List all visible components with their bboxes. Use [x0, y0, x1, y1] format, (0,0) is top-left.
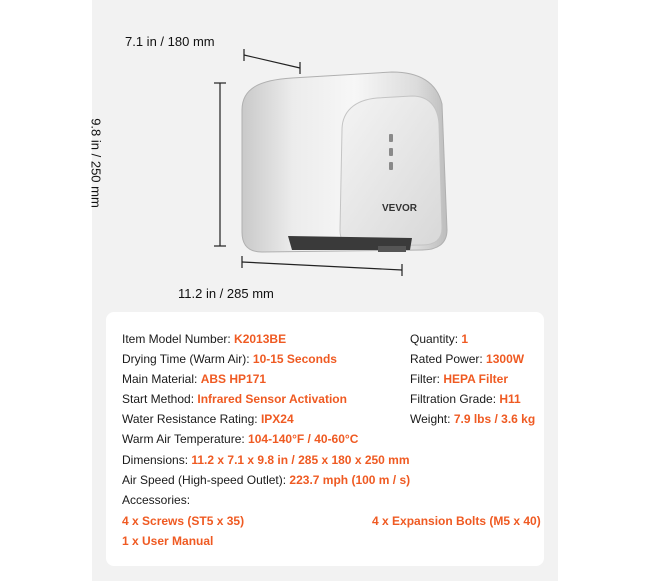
- spec-label: Accessories:: [122, 493, 191, 507]
- spec-value: ABS HP171: [200, 372, 267, 386]
- spec-card: [106, 312, 544, 566]
- spec-value: 10-15 Seconds: [252, 352, 337, 366]
- spec-label: Rated Power:: [410, 352, 487, 366]
- spec-value: H11: [499, 392, 521, 406]
- indicator-light-1: [389, 134, 393, 142]
- spec-label: Item Model Number:: [122, 332, 235, 346]
- spec-label: Filter:: [410, 372, 444, 386]
- spec-label: Quantity:: [410, 332, 462, 346]
- spec-row-filter: [410, 372, 508, 386]
- spec-row-model: [122, 332, 286, 346]
- spec-value: 11.2 x 7.1 x 9.8 in / 285 x 180 x 250 mm: [191, 453, 410, 467]
- spec-value: 7.9 lbs / 3.6 kg: [453, 412, 536, 426]
- spec-label: Warm Air Temperature:: [122, 432, 249, 446]
- spec-row-quantity: [410, 332, 468, 346]
- accessory-bolts: [372, 514, 541, 528]
- spec-label: Water Resistance Rating:: [122, 412, 261, 426]
- spec-row-water-resistance: [122, 412, 294, 426]
- accessory-manual-text: 1 x User Manual: [122, 534, 214, 548]
- spec-row-accessories: [122, 493, 190, 507]
- spec-label: Start Method:: [122, 392, 198, 406]
- outlet-grille: [378, 246, 406, 252]
- spec-row-rated-power: [410, 352, 524, 366]
- spec-label: Dimensions:: [122, 453, 192, 467]
- width-dimension-label: 7.1 in / 180 mm: [125, 34, 215, 49]
- spec-row-temperature: [122, 432, 358, 446]
- spec-value: 1300W: [486, 352, 525, 366]
- spec-row-material: [122, 372, 266, 386]
- spec-value: 1: [461, 332, 469, 346]
- spec-label: Air Speed (High-speed Outlet):: [122, 473, 290, 487]
- spec-row-dimensions: [122, 453, 410, 467]
- spec-value: 104-140°F / 40-60°C: [248, 432, 359, 446]
- spec-value: IPX24: [260, 412, 294, 426]
- accessory-screws-text: 4 x Screws (ST5 x 35): [122, 514, 245, 528]
- accessory-bolts-text: 4 x Expansion Bolts (M5 x 40): [372, 514, 541, 528]
- length-dimension-label: 11.2 in / 285 mm: [178, 286, 274, 301]
- spec-label: Main Material:: [122, 372, 201, 386]
- height-dimension-label: 9.8 in / 250 mm: [88, 118, 104, 208]
- accessory-screws: [122, 514, 244, 528]
- spec-row-start-method: [122, 392, 347, 406]
- spec-label: Drying Time (Warm Air):: [122, 352, 253, 366]
- dryer-front-panel: [340, 96, 442, 246]
- spec-row-weight: [410, 412, 535, 426]
- spec-row-drying-time: [122, 352, 337, 366]
- spec-row-filtration-grade: [410, 392, 521, 406]
- spec-row-air-speed: [122, 473, 410, 487]
- indicator-light-3: [389, 162, 393, 170]
- accessory-manual: [122, 534, 213, 548]
- width-dimension-line: [244, 55, 300, 68]
- spec-value: K2013BE: [234, 332, 287, 346]
- hand-dryer: [242, 72, 447, 252]
- spec-value: HEPA Filter: [443, 372, 509, 386]
- spec-value: Infrared Sensor Activation: [197, 392, 347, 406]
- indicator-light-2: [389, 148, 393, 156]
- brand-logo: VEVOR: [382, 203, 418, 214]
- spec-value: 223.7 mph (100 m / s): [289, 473, 411, 487]
- spec-label: Weight:: [410, 412, 454, 426]
- length-dimension-line: [242, 262, 402, 270]
- spec-label: Filtration Grade:: [410, 392, 500, 406]
